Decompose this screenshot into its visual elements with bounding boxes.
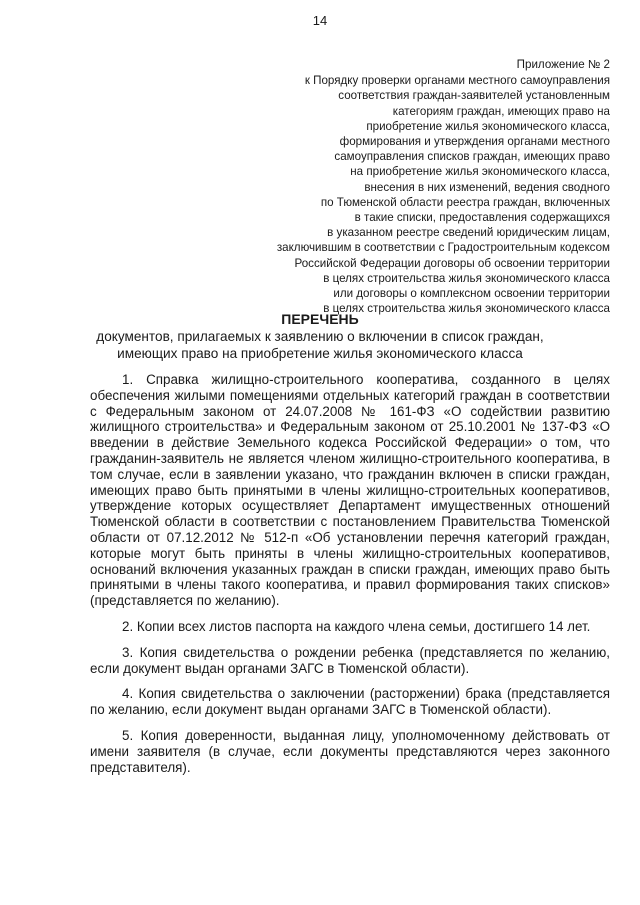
appendix-line: в указанном реестре сведений юридическим лицам, [327, 226, 610, 240]
appendix-line: по Тюменской области реестра граждан, включенных [320, 195, 610, 209]
appendix-line: в целях строительства жилья экономического класса [323, 271, 610, 285]
appendix-line: категориям граждан, имеющих право на [392, 104, 610, 118]
appendix-line: самоуправления списков граждан, имеющих право [334, 150, 610, 164]
appendix-line: или договоры о комплексном освоении территории [333, 287, 610, 301]
appendix-heading: Приложение № 2 [516, 58, 610, 71]
document-subtitle [80, 328, 560, 362]
list-item: 1. Справка жилищно-строительного кооператива, созданного в целях обеспечения жилыми помещениями отдельных категорий граждан в соответствии с Федеральным законом от 24.07.2008 № 161-ФЗ «О содействии развитию жилищного строительства» и Федеральным законом от 25.10.2001 № 137-ФЗ «О введении в действие Земельного кодекса Российской Федерации» о том, что гражданин-заявитель не является членом жилищно-строительного кооператива, в том случае, если в заявлении указано, что гражданин включен в списки граждан, имеющих право быть принятыми в члены жилищно-строительных кооперативов, утверждение которых осуществляет Департамент имущественных отношений Тюменской области в соответствии с постановлением Правительства Тюменской области от 07.12.2012 № 512-п «Об установлении перечня категорий граждан, которые могут быть приняты в члены жилищно-строительных кооперативов, оснований включения указанных граждан в списки граждан, имеющих право быть принятыми в члены такого кооператива, и правил формирования таких списков» (представляется по желанию). [90, 372, 610, 609]
appendix-line: Российской Федерации договоры об освоении территории [294, 256, 610, 270]
subtitle-line: документов, прилагаемых к заявлению о включении в список граждан, [96, 329, 544, 344]
appendix-line: в целях строительства жилья экономического класса [323, 302, 610, 316]
appendix-line: соответствия граждан-заявителей установленным [338, 89, 610, 103]
page-number: 14 [312, 13, 328, 28]
appendix-header [230, 57, 610, 316]
appendix-line: внесения в них изменений, ведения сводного [364, 180, 610, 194]
subtitle-line: имеющих право на приобретение жилья экономического класса [117, 346, 523, 361]
appendix-line: на приобретение жилья экономического класса, [350, 165, 610, 179]
list-item: 2. Копии всех листов паспорта на каждого члена семьи, достигшего 14 лет. [122, 618, 591, 634]
list-item: 5. Копия доверенности, выданная лицу, уполномоченному действовать от имени заявителя (в случае, если документы представляются через законного представителя). [90, 727, 610, 775]
list-item: 4. Копия свидетельства о заключении (расторжении) брака (представляется по желанию, если документ выдан органами ЗАГС в Тюменской области). [90, 686, 610, 718]
appendix-line: приобретение жилья экономического класса, [366, 119, 610, 133]
document-title: ПЕРЕЧЕНЬ [281, 311, 359, 327]
document-list [90, 372, 610, 785]
appendix-line: в такие списки, предоставления содержащихся [354, 211, 610, 225]
appendix-line: формирования и утверждения органами местного [339, 135, 610, 149]
list-item: 3. Копия свидетельства о рождении ребенка (представляется по желанию, если документ выдан органами ЗАГС в Тюменской области). [90, 644, 610, 676]
appendix-line: заключившим в соответствии с Градостроительным кодексом [276, 241, 610, 255]
appendix-line: к Порядку проверки органами местного самоуправления [304, 74, 610, 88]
